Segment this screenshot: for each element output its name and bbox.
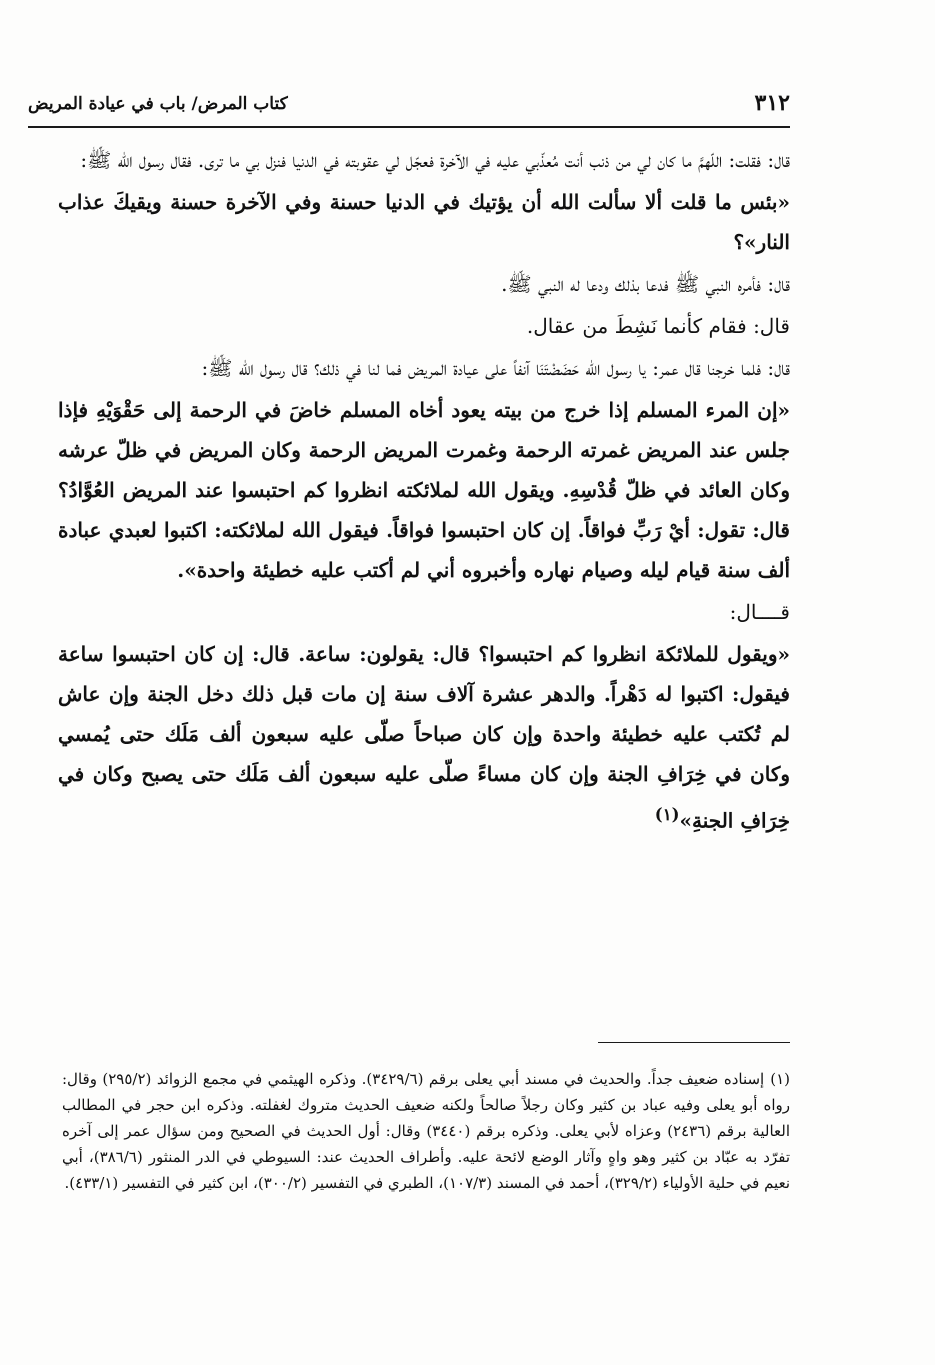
main-text [58, 140, 790, 843]
page-number: ٣١٢ [754, 90, 790, 116]
footnote-number: (١) [770, 1070, 790, 1088]
footnote-reference: (١) [654, 804, 680, 824]
paragraph-4: قال: فقام كأنما نَشِطَ من عقال. [526, 314, 790, 338]
page-header [28, 86, 790, 128]
running-title: كتاب المرض/ باب في عيادة المريض [28, 94, 288, 114]
footnote-divider [598, 1042, 790, 1043]
footnote [62, 1066, 790, 1196]
paragraph-5: قال: فلما خرجنا قال عمر: يا رسول الله حَضَضْتَنَا آنفاً على عيادة المريض فما لنا في ذلك؟ قال رسول الله ﷺ: [201, 356, 790, 380]
paragraph-1: قال: فقلت: اللّهمَّ ما كان لي من ذنب أنت مُعذّبي عليه في الآخرة فعجّل لي عقوبته في الدنيا فنزل بي ما ترى. فقال رسول الله ﷺ: [80, 148, 790, 172]
footnote-text: إسناده ضعيف جداً. والحديث في مسند أبي يعلى برقم (٣٤٢٩/٦). وذكره الهيثمي في مجمع الزوائد (٢٩٥/٢) وقال: رواه أبو يعلى وفيه عباد بن كثير وكان رجلاً صالحاً ولكنه ضعيف الحديث متروك لغفلته. وذكره ابن حجر في المطالب العالية برقم (٢٤٣٦) وعزاه لأبي يعلى. وذكره برقم (٣٤٤٠) وقال: أول الحديث في الصحيح ومن سؤال عمر إلى آخره تفرّد به عبّاد بن كثير وهو واهٍ وآثار الوضع لائحة عليه. وأطراف الحديث عند: السيوطي في الدر المنثور (٣٨٦/٦)، أبي نعيم في حلية الأولياء (٣٢٩/٢)، أحمد في المسند (١٠٧/٣)، الطبري في التفسير (٣٠٠/٢)، ابن كثير في التفسير (٤٣٣/١). [62, 1070, 790, 1192]
paragraph-3: قال: فأمره النبي ﷺ فدعا بذلك ودعا له النبي ﷺ. [501, 272, 790, 296]
paragraph-6: «إن المرء المسلم إذا خرج من بيته يعود أخاه المسلم خاضَ في الرحمة إلى حَقْوَيْهِ فإذا جلس عند المريض غمرته الرحمة وغمرت المريض الرحمة وكان المريض في ظلّ عرشه وكان العائد في ظلّ قُدْسِهِ. ويقول الله لملائكته انظروا كم احتبسوا عند المريض العُوَّادُ؟ قال: تقول: أيْ رَبِّ فواقاً. إن كان احتبسوا فواقاً. فيقول الله لملائكته: اكتبوا لعبدي عبادة ألف سنة قيام ليله وصيام نهاره وأخبروه أني لم أكتب عليه خطيئة واحدة». [58, 398, 790, 582]
paragraph-7: قــــال: [729, 600, 790, 624]
paragraph-2: «بئس ما قلت ألا سألت الله أن يؤتيك في الدنيا حسنة وفي الآخرة حسنة ويقيكَ عذاب النار»؟ [58, 190, 790, 254]
paragraph-8-text: «ويقول للملائكة انظروا كم احتبسوا؟ قال: يقولون: ساعة. قال: إن كان احتبسوا ساعة فيقول: اكتبوا له دَهْراً. والدهر عشرة آلاف سنة إن مات قبل ذلك دخل الجنة وإن عاش لم تُكتب عليه خطيئة واحدة وإن كان صباحاً صلّى عليه سبعون ألف مَلَك حتى يُمسي وكان في خِرَافِ الجنة وإن كان مساءً صلّى عليه سبعون ألف مَلَك حتى يصبح وكان في خِرَافِ الجنةِ» [58, 642, 790, 833]
paragraph-8 [58, 634, 790, 841]
